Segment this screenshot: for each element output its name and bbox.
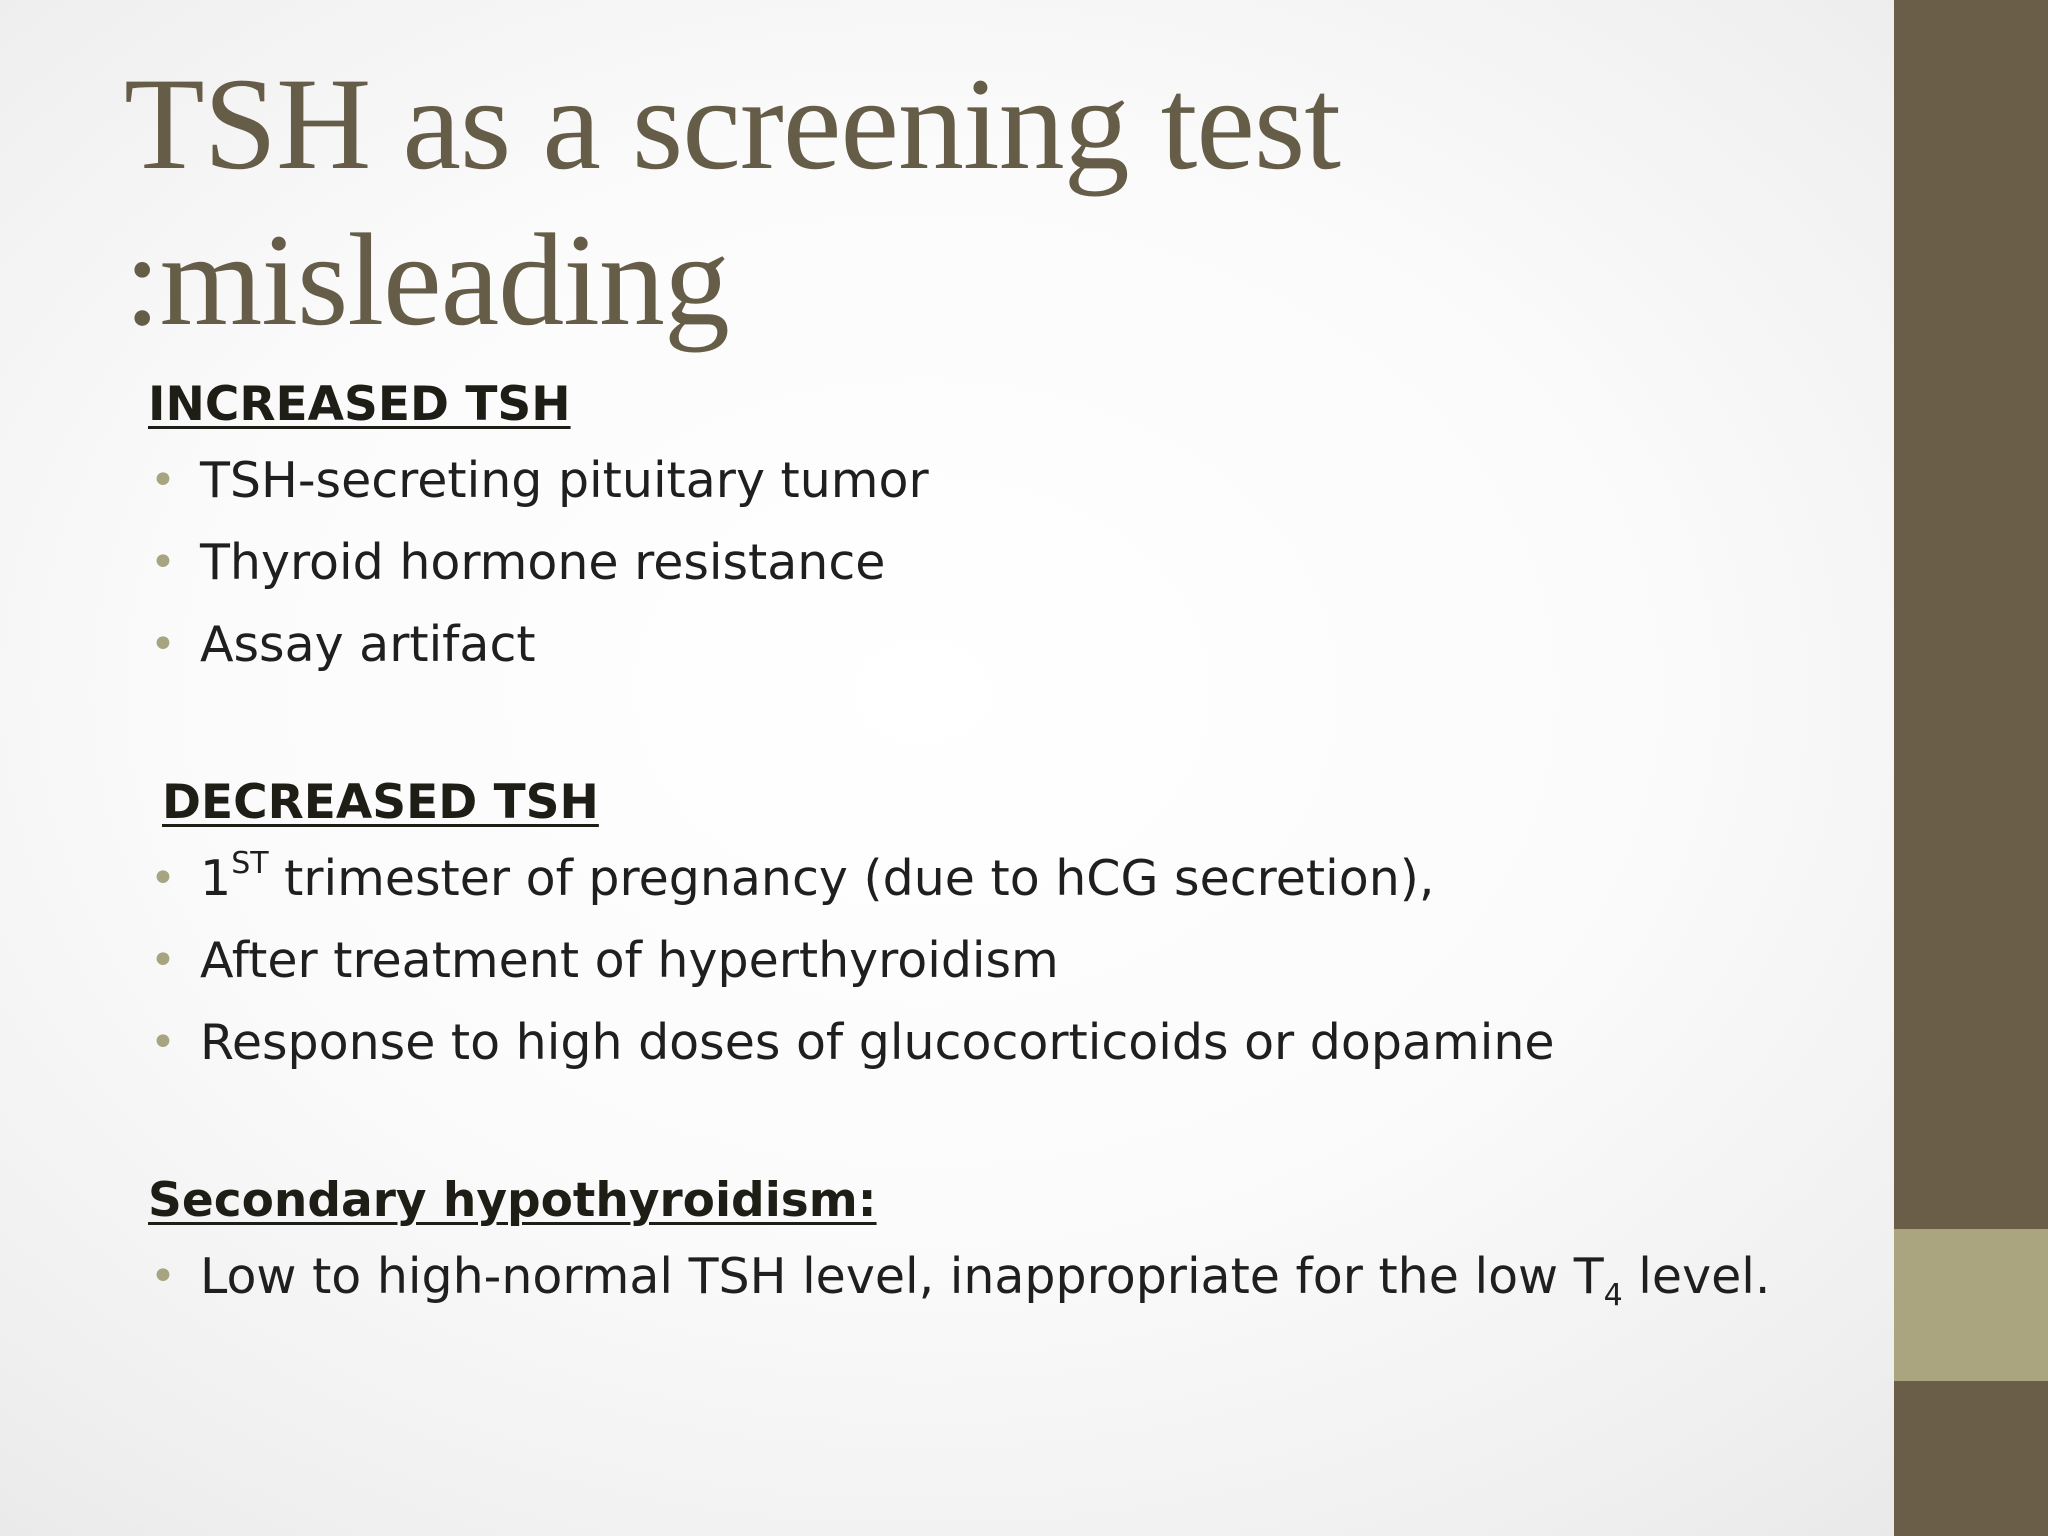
decreased-tsh-heading-text: DECREASED TSH: [162, 775, 599, 830]
list-item: [148, 1002, 1848, 1084]
bullet-icon: •: [150, 853, 176, 904]
list-item: [148, 920, 1848, 1002]
bullet-icon: •: [150, 619, 176, 670]
list-item: [148, 604, 1848, 686]
list-item-text: level.: [1622, 1248, 1771, 1305]
slide-title-line2: :misleading: [124, 206, 729, 353]
list-item-text: trimester of pregnancy (due to hCG secretion),: [268, 850, 1435, 907]
increased-tsh-list: [148, 440, 1848, 686]
list-item: [148, 838, 1848, 920]
list-item: [148, 440, 1848, 522]
increased-tsh-heading: INCREASED TSH: [148, 377, 571, 432]
secondary-hypothyroidism-list: [148, 1236, 1848, 1318]
secondary-hypothyroidism-heading: Secondary hypothyroidism:: [148, 1173, 877, 1228]
list-item-text: Thyroid hormone resistance: [200, 534, 886, 591]
bullet-icon: •: [150, 537, 176, 588]
slide-content: [148, 370, 1848, 1318]
list-item: [148, 522, 1848, 604]
decreased-tsh-list: [148, 838, 1848, 1084]
superscript: ST: [231, 846, 269, 881]
spacer: [148, 1084, 1848, 1166]
list-item: [148, 1236, 1848, 1318]
bullet-icon: •: [150, 935, 176, 986]
list-item-text: Assay artifact: [200, 616, 536, 673]
slide-title-line1: TSH as a screening test: [124, 50, 1340, 197]
bullet-icon: •: [150, 455, 176, 506]
list-item-text: After treatment of hyperthyroidism: [200, 932, 1059, 989]
subscript: 4: [1603, 1278, 1623, 1313]
list-item-text: Response to high doses of glucocorticoids or dopamine: [200, 1014, 1555, 1071]
decreased-tsh-heading: [148, 768, 1848, 838]
spacer: [148, 686, 1848, 768]
list-item-text: TSH-secreting pituitary tumor: [200, 452, 929, 509]
list-item-text: 1: [200, 850, 232, 907]
bullet-icon: •: [150, 1251, 176, 1302]
side-decoration-accent: [1894, 1229, 2048, 1381]
slide-title: [124, 46, 1774, 358]
list-item-text: Low to high-normal TSH level, inappropriate for the low T: [200, 1248, 1604, 1305]
bullet-icon: •: [150, 1017, 176, 1068]
